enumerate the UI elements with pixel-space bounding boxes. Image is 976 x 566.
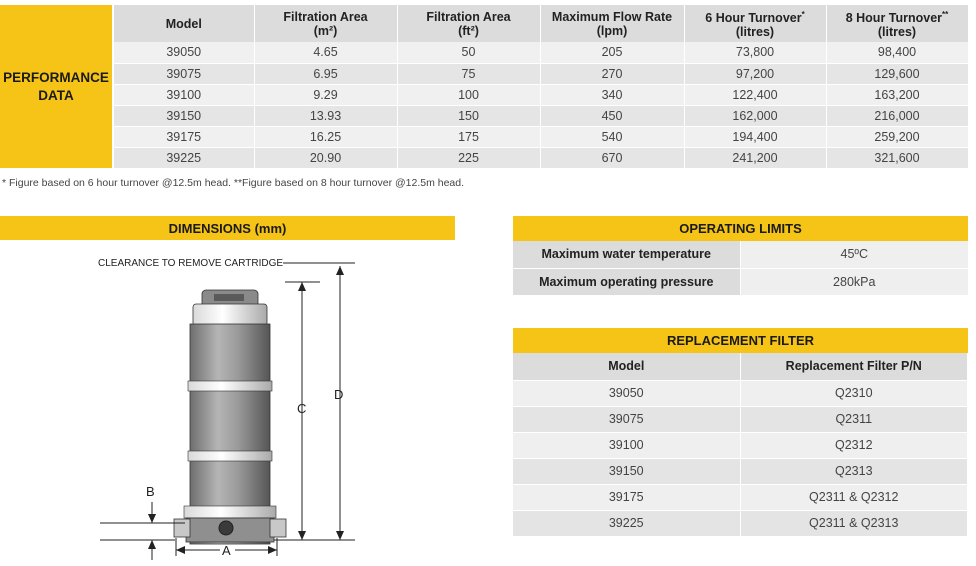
performance-label bbox=[0, 5, 112, 168]
dim-c-arrow-bottom bbox=[298, 531, 306, 540]
performance-table bbox=[114, 5, 969, 169]
operating-limit-value: 45ºC bbox=[740, 241, 968, 268]
replacement-filter-header: REPLACEMENT FILTER bbox=[513, 328, 968, 353]
perf-col-header: 6 Hour Turnover* (litres) bbox=[684, 5, 826, 42]
replacement-filter-table bbox=[513, 353, 968, 537]
rep-col-header: Replacement Filter P/N bbox=[740, 353, 968, 380]
dim-d-label: D bbox=[334, 387, 344, 402]
table-row: 39050 4.65 50 205 73,800 98,400 bbox=[114, 42, 968, 63]
dim-b-label: B bbox=[146, 484, 155, 499]
performance-label-line1: PERFORMANCE bbox=[3, 69, 109, 85]
dim-d-arrow-top bbox=[336, 266, 344, 275]
rep-col-header: Model bbox=[513, 353, 740, 380]
table-row: 39225 20.90 225 670 241,200 321,600 bbox=[114, 147, 968, 168]
dim-a-label: A bbox=[222, 543, 231, 558]
dim-d-arrow-bottom bbox=[336, 531, 344, 540]
perf-col-header: Filtration Area (m²) bbox=[254, 5, 397, 42]
dim-c-label: C bbox=[297, 401, 307, 416]
operating-limits-table bbox=[513, 241, 968, 296]
table-row bbox=[513, 268, 968, 295]
perf-col-header: Filtration Area (ft²) bbox=[397, 5, 540, 42]
table-row: 39175 16.25 175 540 194,400 259,200 bbox=[114, 126, 968, 147]
table-row: 39100 Q2312 bbox=[513, 432, 968, 458]
table-row: 39075 Q2311 bbox=[513, 406, 968, 432]
operating-limit-label: Maximum water temperature bbox=[513, 241, 740, 268]
table-row: 39075 6.95 75 270 97,200 129,600 bbox=[114, 63, 968, 84]
perf-col-header: Maximum Flow Rate (lpm) bbox=[540, 5, 684, 42]
dim-a-arrow-left bbox=[176, 546, 185, 554]
dimensions-diagram bbox=[0, 244, 455, 564]
operating-limit-value: 280kPa bbox=[740, 268, 968, 295]
table-row: 39225 Q2311 & Q2313 bbox=[513, 510, 968, 536]
performance-header-row bbox=[114, 5, 968, 42]
operating-limit-label: Maximum operating pressure bbox=[513, 268, 740, 295]
table-row: 39050 Q2310 bbox=[513, 380, 968, 406]
performance-footnote: * Figure based on 6 hour turnover @12.5m head. **Figure based on 8 hour turnover @12.5m head. bbox=[2, 177, 465, 189]
dim-b-arrow-bottom bbox=[148, 540, 156, 549]
performance-label-line2: DATA bbox=[38, 87, 74, 103]
dim-c-arrow-top bbox=[298, 282, 306, 291]
table-row: 39150 Q2313 bbox=[513, 458, 968, 484]
dim-b-arrow-top bbox=[148, 514, 156, 523]
table-row: 39175 Q2311 & Q2312 bbox=[513, 484, 968, 510]
dimensions-header: DIMENSIONS (mm) bbox=[0, 216, 455, 240]
table-row: 39100 9.29 100 340 122,400 163,200 bbox=[114, 84, 968, 105]
table-row: 39150 13.93 150 450 162,000 216,000 bbox=[114, 105, 968, 126]
perf-col-header: Model bbox=[114, 5, 254, 42]
table-row bbox=[513, 241, 968, 268]
filter-housing bbox=[174, 290, 286, 544]
replacement-header-row bbox=[513, 353, 968, 380]
dim-a-arrow-right bbox=[268, 546, 277, 554]
operating-limits-header: OPERATING LIMITS bbox=[513, 216, 968, 241]
perf-col-header: 8 Hour Turnover** (litres) bbox=[826, 5, 968, 42]
clearance-label: CLEARANCE TO REMOVE CARTRIDGE bbox=[98, 258, 284, 269]
